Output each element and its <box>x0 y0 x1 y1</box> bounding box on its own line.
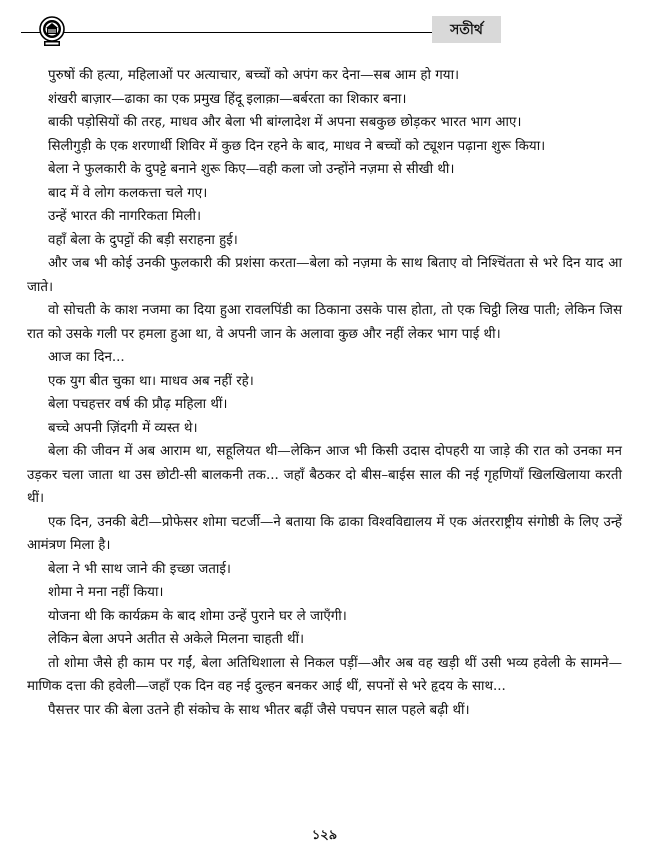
publication-title: সতীর্থ <box>432 16 501 43</box>
paragraph: बेला ने फुलकारी के दुपट्टे बनाने शुरू किए—वही कला जो उन्होंने नज़मा से सीखी थी। <box>48 162 455 177</box>
paragraph: बच्चे अपनी ज़िंदगी में व्यस्त थे। <box>48 420 198 436</box>
paragraph: आज का दिन... <box>48 350 125 365</box>
paragraph: पैसत्तर पार की बेला उतने ही संकोच के साथ भीतर बढ़ीं जैसे पचपन साल पहले बढ़ी थीं। <box>48 702 470 718</box>
paragraph: और जब भी कोई उनकी फुलकारी की प्रशंसा करता—बेला को नज़मा के साथ बिताए वो निश्चिंतता से भरे दिन याद आ जाते। <box>27 256 622 295</box>
paragraph: बेला ने भी साथ जाने की इच्छा जताई। <box>48 561 232 577</box>
paragraph: पुरुषों की हत्या, महिलाओं पर अत्याचार, बच्चों को अपंग कर देना—सब आम हो गया। <box>48 68 460 83</box>
paragraph: तो शोमा जैसे ही काम पर गईं, बेला अतिथिशाला से निकल पड़ीं—और अब वह खड़ी थीं उसी भव्य हवेली के सामने—माणिक दत्ता की हवेली—जहाँ एक दिन वह नई दुल्हन बनकर आई थीं, सपनों से भरे हृदय के साथ... <box>27 655 622 694</box>
header-rule <box>21 32 433 33</box>
paragraph: योजना थी कि कार्यक्रम के बाद शोमा उन्हें पुराने घर ले जाएँगी। <box>48 608 347 624</box>
paragraph: सिलीगुड़ी के एक शरणार्थी शिविर में कुछ दिन रहने के बाद, माधव ने बच्चों को ट्यूशन पढ़ाना शुरू किया। <box>48 138 546 154</box>
paragraph: बाद में वे लोग कलकत्ता चले गए। <box>48 185 208 201</box>
emblem-logo-icon <box>38 16 66 48</box>
article-body <box>27 64 622 722</box>
page-header <box>0 0 649 56</box>
paragraph: बेला पचहत्तर वर्ष की प्रौढ़ महिला थीं। <box>48 397 228 412</box>
page-number: ১২৯ <box>311 828 338 843</box>
paragraph: शोमा ने मना नहीं किया। <box>48 585 164 600</box>
paragraph: एक दिन, उनकी बेटी—प्रोफेसर शोमा चटर्जी—ने बताया कि ढाका विश्वविद्यालय में एक अंतरराष्ट्रीय संगोष्ठी के लिए उन्हें आमंत्रण मिला है। <box>27 514 622 553</box>
paragraph: बेला की जीवन में अब आराम था, सहूलियत थी—लेकिन आज भी किसी उदास दोपहरी या जाड़े की रात को उनका मन उड़कर चला जाता था उस छोटी-सी बालकनी तक... जहाँ बैठकर दो बीस–बाईस साल की नई गृहणियाँ खिलखिलाया करती थीं। <box>27 444 622 506</box>
paragraph: शंखरी बाज़ार—ढाका का एक प्रमुख हिंदू इलाक़ा—बर्बरता का शिकार बना। <box>48 91 407 107</box>
paragraph: एक युग बीत चुका था। माधव अब नहीं रहे। <box>48 373 254 389</box>
paragraph: वहाँ बेला के दुपट्टों की बड़ी सराहना हुई। <box>48 232 238 248</box>
paragraph: उन्हें भारत की नागरिकता मिली। <box>48 209 202 224</box>
paragraph: वो सोचती के काश नजमा का दिया हुआ रावलपिंडी का ठिकाना उसके पास होता, तो एक चिट्ठी लिख पाती; लेकिन जिस रात को उसके गली पर हमला हुआ था, वे अपनी जान के अलावा कुछ और नहीं लेकर भाग पाई थी। <box>27 303 622 342</box>
paragraph: लेकिन बेला अपने अतीत से अकेले मिलना चाहती थीं। <box>48 632 305 647</box>
paragraph: बाकी पड़ोसियों की तरह, माधव और बेला भी बांग्लादेश में अपना सबकुछ छोड़कर भारत भाग आए। <box>48 115 522 130</box>
